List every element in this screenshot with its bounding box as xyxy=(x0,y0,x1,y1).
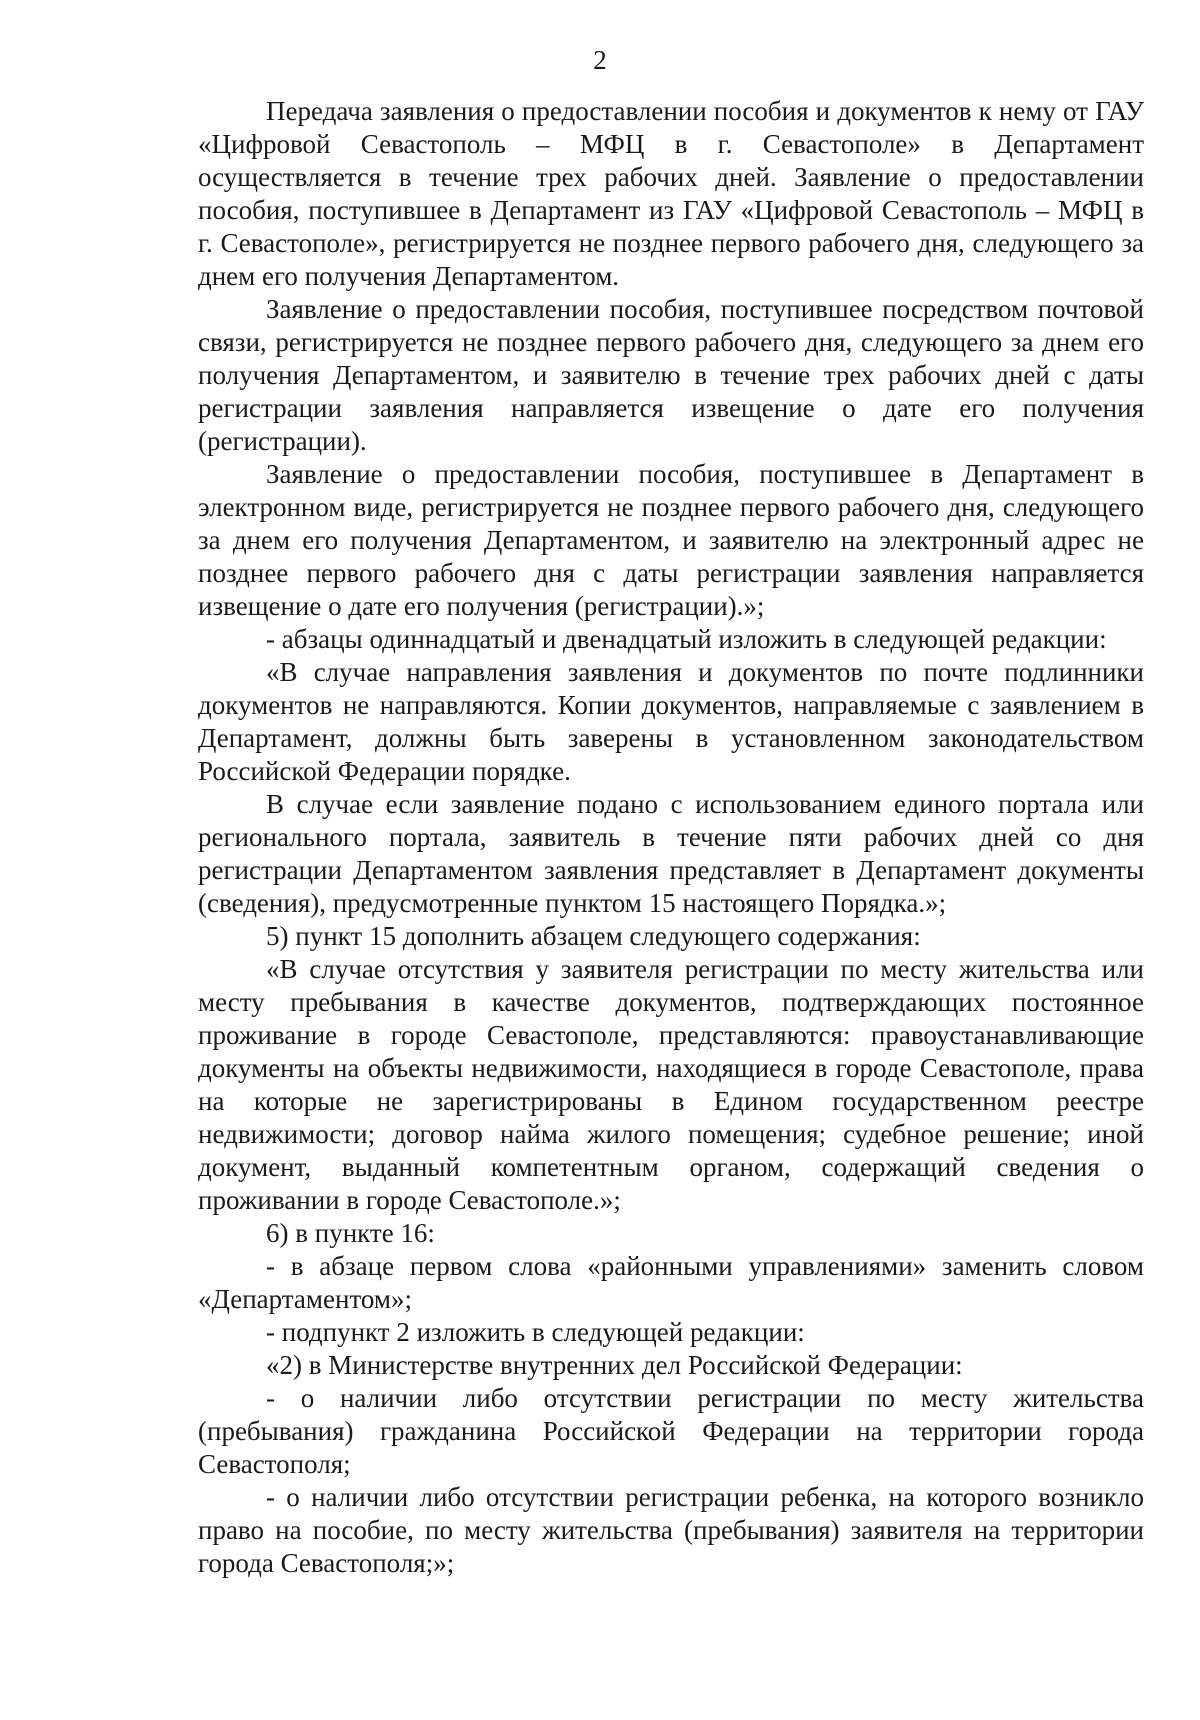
paragraph: «В случае направления заявления и документов по почте подлинники документов не направляются. Копии документов, направляемые с заявлением в Департамент, должны быть заверены в установленном законодательством Российской Федерации порядке. xyxy=(198,657,1144,786)
paragraph: «2) в Министерстве внутренних дел Российской Федерации: xyxy=(266,1350,963,1380)
paragraph: 5) пункт 15 дополнить абзацем следующего содержания: xyxy=(266,921,921,951)
paragraph: - о наличии либо отсутствии регистрации по месту жительства (пребывания) гражданина Российской Федерации на территории города Севастополя; xyxy=(198,1383,1144,1479)
paragraph: Передача заявления о предоставлении пособия и документов к нему от ГАУ «Цифровой Севастополь – МФЦ в г. Севастополе» в Департамент осуществляется в течение трех рабочих дней. Заявление о предоставлении пособия, поступившее в Департамент из ГАУ «Цифровой Севастополь – МФЦ в г. Севастополе», регистрируется не позднее первого рабочего дня, следующего за днем его получения Департаментом. xyxy=(198,96,1144,291)
paragraph: - в абзаце первом слова «районными управлениями» заменить словом «Департаментом»; xyxy=(198,1251,1144,1314)
paragraph: Заявление о предоставлении пособия, поступившее в Департамент в электронном виде, регистрируется не позднее первого рабочего дня, следующего за днем его получения Департаментом, и заявителю на электронный адрес не позднее первого рабочего дня с даты регистрации заявления направляется извещение о дате его получения (регистрации).»; xyxy=(198,459,1144,621)
document-body xyxy=(198,95,1144,1580)
paragraph: - о наличии либо отсутствии регистрации ребенка, на которого возникло право на пособие, по месту жительства (пребывания) заявителя на территории города Севастополя;»; xyxy=(198,1482,1144,1578)
paragraph: 6) в пункте 16: xyxy=(266,1218,435,1248)
paragraph: В случае если заявление подано с использованием единого портала или регионального портала, заявитель в течение пяти рабочих дней со дня регистрации Департаментом заявления представляет в Департамент документы (сведения), предусмотренные пунктом 15 настоящего Порядка.»; xyxy=(198,789,1144,918)
page-number: 2 xyxy=(593,45,607,75)
paragraph: - подпункт 2 изложить в следующей редакции: xyxy=(266,1317,805,1347)
paragraph: Заявление о предоставлении пособия, поступившее посредством почтовой связи, регистрируется не позднее первого рабочего дня, следующего за днем его получения Департаментом, и заявителю в течение трех рабочих дней с даты регистрации заявления направляется извещение о дате его получения (регистрации). xyxy=(198,294,1144,456)
paragraph: «В случае отсутствия у заявителя регистрации по месту жительства или месту пребывания в качестве документов, подтверждающих постоянное проживание в городе Севастополе, представляются: правоустанавливающие документы на объекты недвижимости, находящиеся в городе Севастополе, права на которые не зарегистрированы в Едином государственном реестре недвижимости; договор найма жилого помещения; судебное решение; иной документ, выданный компетентным органом, содержащий сведения о проживании в городе Севастополе.»; xyxy=(198,954,1144,1215)
paragraph: - абзацы одиннадцатый и двенадцатый изложить в следующей редакции: xyxy=(266,624,1107,654)
